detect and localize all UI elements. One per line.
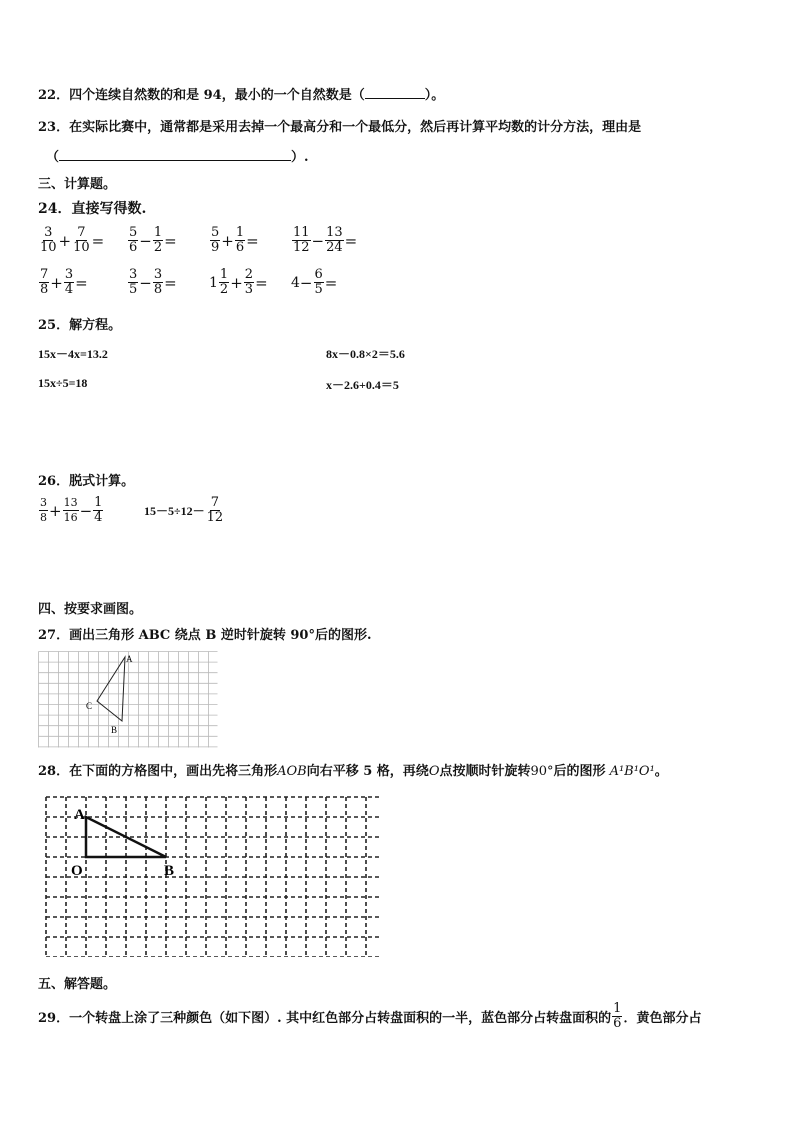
label-b: B bbox=[164, 863, 175, 879]
equals: = bbox=[164, 231, 177, 250]
question-23 bbox=[38, 116, 641, 135]
denominator: 16 bbox=[63, 511, 78, 524]
numerator: 13 bbox=[326, 225, 343, 240]
equals: = bbox=[164, 273, 177, 292]
q23-open: （ bbox=[46, 150, 60, 165]
question-23-answer bbox=[46, 146, 309, 165]
denominator: 6 bbox=[235, 240, 245, 255]
numerator: 1 bbox=[235, 225, 245, 240]
q28-mid2: 点按顺时针旋转 bbox=[439, 764, 531, 779]
numerator: 3 bbox=[44, 225, 53, 240]
question-25-title: 25．解方程。 bbox=[38, 318, 122, 333]
numerator: 7 bbox=[210, 495, 219, 510]
numerator: 3 bbox=[40, 496, 47, 509]
numerator: 1 bbox=[219, 267, 229, 282]
equals: = bbox=[324, 273, 338, 292]
answer-blank[interactable] bbox=[365, 86, 425, 99]
stepwise-calc-1 bbox=[38, 496, 104, 525]
grid-lines bbox=[39, 652, 219, 748]
operator: + bbox=[221, 231, 234, 250]
numerator: 3 bbox=[129, 267, 138, 282]
q22-end: ）。 bbox=[424, 88, 445, 103]
q22-text: 22．四个连续自然数的和是 94，最小的一个自然数是（ bbox=[38, 88, 365, 103]
whole-number: 1 bbox=[209, 274, 218, 291]
calc-item-5 bbox=[38, 268, 88, 297]
equation-4: x－2.6+0.4＝5 bbox=[326, 378, 399, 392]
q28-grid-diagram[interactable] bbox=[40, 795, 382, 957]
q28-pre: 28．在下面的方格图中，画出先将三角形 bbox=[38, 764, 278, 779]
calc-item-8 bbox=[291, 268, 337, 297]
numerator: 6 bbox=[314, 267, 323, 282]
calc-item-4 bbox=[291, 226, 357, 255]
whole-number: 4 bbox=[291, 274, 300, 291]
stepwise-calc-2 bbox=[144, 496, 225, 525]
section-3-title: 三、计算题。 bbox=[38, 177, 117, 192]
operator: − bbox=[139, 273, 152, 292]
q28-result: A¹B¹O¹ bbox=[609, 764, 655, 779]
numerator: 2 bbox=[244, 267, 254, 282]
calc-item-6 bbox=[127, 268, 177, 297]
q28-end: 。 bbox=[654, 764, 668, 779]
label-a: A bbox=[74, 807, 85, 823]
q28-triangle: AOB bbox=[277, 764, 307, 779]
denominator: 3 bbox=[244, 282, 254, 297]
denominator: 24 bbox=[326, 240, 343, 255]
section-4-title: 四、按要求画图。 bbox=[38, 602, 143, 617]
equation-2: 8x－0.8×2＝5.6 bbox=[326, 347, 405, 361]
calc-item-7 bbox=[209, 268, 268, 297]
denominator: 10 bbox=[73, 240, 90, 255]
equation-3: 15x÷5=18 bbox=[38, 376, 88, 390]
q28-post: 后的图形 bbox=[553, 764, 606, 779]
question-22 bbox=[38, 84, 444, 103]
denominator: 2 bbox=[219, 282, 229, 297]
question-26-title: 26．脱式计算。 bbox=[38, 474, 135, 489]
denominator: 6 bbox=[613, 1016, 622, 1031]
q23-close: ）. bbox=[291, 150, 309, 165]
denominator: 2 bbox=[153, 240, 163, 255]
question-29-text bbox=[38, 1002, 701, 1031]
numerator: 7 bbox=[77, 225, 86, 240]
numerator: 11 bbox=[293, 225, 310, 240]
question-27-text: 27．画出三角形 ABC 绕点 B 逆时针旋转 90°后的图形. bbox=[38, 628, 372, 643]
operator: − bbox=[79, 501, 93, 520]
denominator: 5 bbox=[129, 282, 138, 297]
denominator: 4 bbox=[94, 510, 103, 525]
operator: + bbox=[230, 273, 243, 292]
numerator: 13 bbox=[63, 496, 78, 509]
q29-post: ．黄色部分占 bbox=[623, 1011, 702, 1026]
denominator: 8 bbox=[40, 282, 49, 297]
label-c: C bbox=[86, 701, 93, 711]
section-5-title: 五、解答题。 bbox=[38, 977, 117, 992]
equation-1: 15x－4x=13.2 bbox=[38, 347, 108, 361]
q28-mid: 向右平移 5 格，再绕 bbox=[306, 764, 429, 779]
numerator: 7 bbox=[40, 267, 49, 282]
q23-text: 23．在实际比赛中，通常都是采用去掉一个最高分和一个最低分，然后再计算平均数的计分方法，理由是 bbox=[38, 120, 642, 135]
denominator: 12 bbox=[206, 510, 224, 525]
operator: − bbox=[299, 273, 313, 292]
numerator: 3 bbox=[153, 267, 163, 282]
equals: = bbox=[344, 231, 358, 250]
question-28-text bbox=[38, 760, 668, 779]
numerator: 5 bbox=[129, 225, 138, 240]
denominator: 10 bbox=[40, 240, 57, 255]
calc-item-1 bbox=[38, 226, 104, 255]
question-24-title: 24．直接写得数. bbox=[38, 201, 147, 217]
label-o: O bbox=[71, 863, 83, 879]
operator: + bbox=[58, 231, 72, 250]
numerator: 3 bbox=[64, 267, 74, 282]
triangle-abc bbox=[97, 657, 125, 721]
label-b: B bbox=[111, 725, 118, 735]
denominator: 12 bbox=[293, 240, 310, 255]
numerator: 1 bbox=[94, 495, 103, 510]
equals: = bbox=[91, 231, 105, 250]
denominator: 8 bbox=[40, 511, 47, 524]
denominator: 6 bbox=[129, 240, 138, 255]
q27-grid-diagram[interactable] bbox=[38, 651, 218, 748]
q28-degree: 90° bbox=[530, 764, 554, 779]
equals: = bbox=[255, 273, 268, 292]
calc-item-2 bbox=[127, 226, 177, 255]
operator: + bbox=[50, 273, 63, 292]
numerator: 5 bbox=[211, 225, 220, 240]
denominator: 9 bbox=[211, 240, 220, 255]
calc-item-3 bbox=[209, 226, 259, 255]
label-a: A bbox=[126, 654, 133, 664]
operator: + bbox=[49, 501, 62, 520]
numerator: 1 bbox=[153, 225, 163, 240]
numerator: 1 bbox=[613, 1001, 622, 1016]
operator: − bbox=[311, 231, 325, 250]
denominator: 4 bbox=[64, 282, 74, 297]
expression-prefix: 15－5÷12－ bbox=[144, 504, 205, 518]
denominator: 8 bbox=[153, 282, 163, 297]
q29-pre: 29．一个转盘上涂了三种颜色（如下图）. 其中红色部分占转盘面积的一半，蓝色部分占转盘面积的 bbox=[38, 1011, 612, 1026]
equals: = bbox=[246, 231, 259, 250]
answer-blank[interactable] bbox=[59, 148, 291, 161]
denominator: 5 bbox=[314, 282, 323, 297]
q28-point: O bbox=[428, 764, 440, 779]
equals: = bbox=[75, 273, 88, 292]
operator: − bbox=[139, 231, 152, 250]
